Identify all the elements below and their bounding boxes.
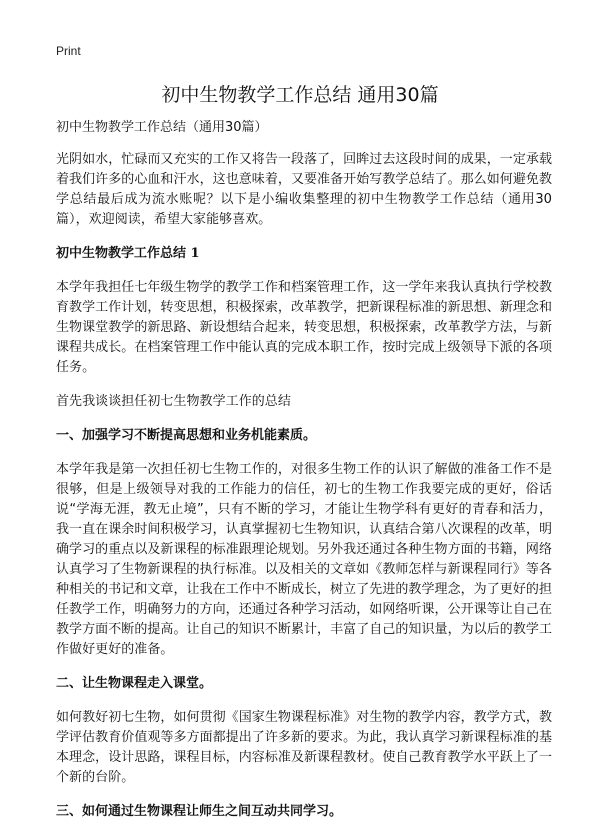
page-title: 初中生物教学工作总结 通用30篇 bbox=[161, 84, 439, 106]
article-body bbox=[56, 118, 552, 836]
paragraph-1: 本学年我是第一次担任初七生物工作的，对很多生物工作的认识了解做的准备工作不是很够，但是上级领导对我的工作能力的信任，初七的生物工作我要完成的更好，俗话说“学海无涯，教无止境”，只有不断的学习，才能让生物学科有更好的青春和活力，我一直在课余时间积极学习，认真掌握初七生物知识，认真结合第八次课程的改革，明确学习的重点以及新课程的标准跟理论规划。另外我还通过各种生物方面的书籍，网络认真学习了生物新课程的执行标准。以及相关的文章如《教师怎样与新课程同行》等各种相关的书记和文章，让我在工作中不断成长，树立了先进的教学理念，为了更好的担任教学工作，明确努力的方向，还通过各种学习活动，如网络听课，公开课等让自己在教学方面不断的提高。让自己的知识不断累计，丰富了自己的知识量，为以后的教学工作做好更好的准备。 bbox=[56, 462, 552, 657]
article-subtitle: 初中生物教学工作总结（通用30篇） bbox=[56, 120, 268, 135]
section-heading-1: 初中生物教学工作总结 1 bbox=[56, 246, 200, 261]
paragraph-2: 如何教好初七生物，如何贯彻《国家生物课程标准》对生物的教学内容，教学方式，教学评估教育价值观等多方面都提出了许多新的要求。为此，我认真学习新课程标准的基本理念，设计思路，课程目标，内容标准及新课程教材。使自己教育教学水平跃上了一个新的台阶。 bbox=[56, 710, 552, 785]
summary-intro: 首先我谈谈担任初七生物教学工作的总结 bbox=[56, 394, 291, 409]
subheading-3: 三、如何通过生物课程让师生之间互动共同学习。 bbox=[56, 804, 343, 819]
section1-paragraph: 本学年我担任七年级生物学的教学工作和档案管理工作，这一学年来我认真执行学校教育教学工作计划，转变思想，积极探索，改革教学，把新课程标准的新思想、新理念和生物课堂教学的新思路、新设想结合起来，转变思想，积极探索，改革教学方法，与新课程共成长。在档案管理工作中能认真的完成本职工作，按时完成上级领导下派的各项任务。 bbox=[56, 280, 552, 375]
intro-paragraph: 光阴如水，忙碌而又充实的工作又将告一段落了，回眸过去这段时间的成果，一定承载着我们许多的心血和汗水，这也意味着，又要准备开始写教学总结了。那么如何避免教学总结最后成为流水账呢？以下是小编收集整理的初中生物教学工作总结（通用30篇），欢迎阅读，希望大家能够喜欢。 bbox=[56, 152, 552, 227]
subheading-1: 一、加强学习不断提高思想和业务机能素质。 bbox=[56, 428, 317, 443]
subheading-2: 二、让生物课程走入课堂。 bbox=[56, 676, 213, 691]
print-label[interactable]: Print bbox=[56, 44, 81, 58]
